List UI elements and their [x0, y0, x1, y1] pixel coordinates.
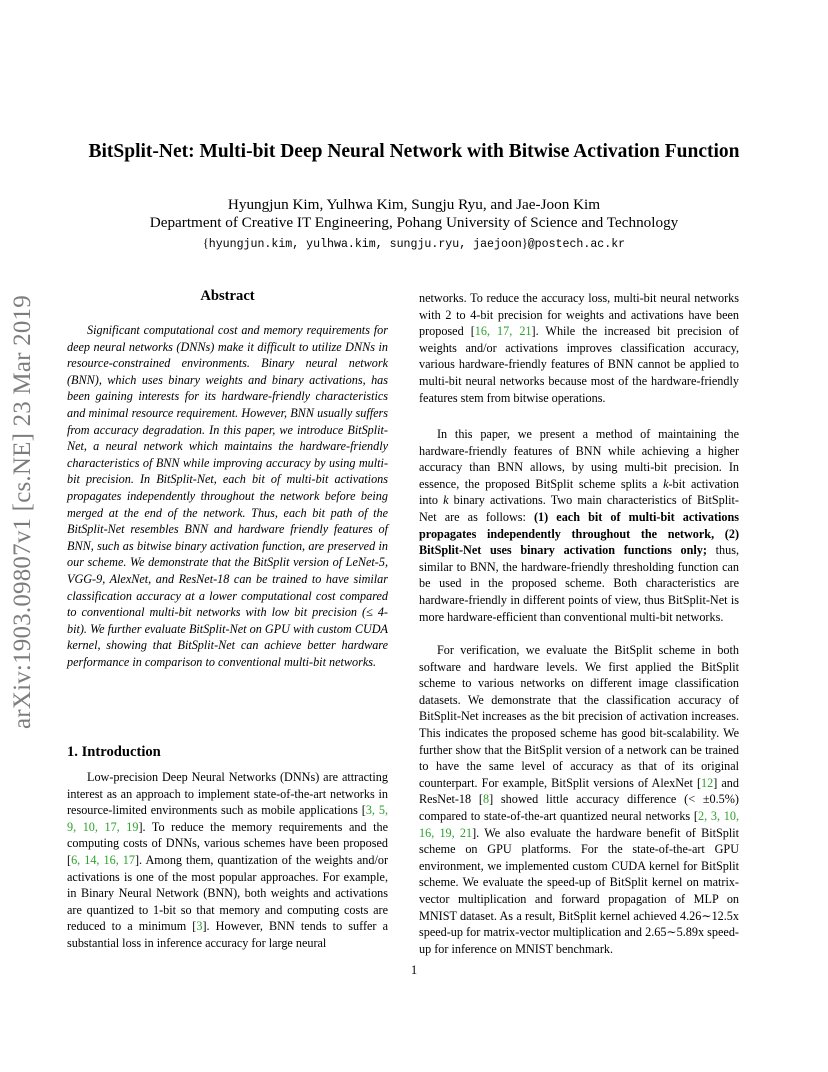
introduction-paragraph-1-continued: [419, 290, 739, 406]
bold-contribution-text: (1) each bit of multi-bit activations propagates independently throughout the network, (2) BitSplit-Net uses binary activation functions only;: [419, 509, 740, 558]
text-span: ]. While the increased bit precision of weights and/or activations improves classification accuracy, various hardware-friendly features of BNN cannot be applied to multi-bit neural networks because most of the hardware-friendly features stem from bitwise operations.: [419, 324, 739, 405]
citation-link[interactable]: 8: [482, 792, 490, 807]
abstract-heading: Abstract: [200, 288, 255, 304]
author-list: Hyungjun Kim, Yulhwa Kim, Sungju Ryu, and Jae-Joon Kim: [227, 196, 601, 213]
citation-link[interactable]: 3, 5, 9, 10, 17, 19: [67, 803, 388, 834]
text-span: ]. However, BNN tends to suffer a substantial loss in inference accuracy for large neural: [67, 919, 388, 950]
email-names: hyungjun.kim, yulhwa.kim, sungju.ryu, jaejoon: [208, 238, 522, 251]
abstract-body: [67, 322, 388, 670]
citation-link[interactable]: 16, 17, 21: [474, 324, 532, 339]
text-span: thus, similar to BNN, the hardware-friendly thresholding function can be used in the proposed scheme. Both characteristics are hardware-friendly in different points of view, thus BitSplit-Net is more hardware-efficient than conventional multi-bit networks.: [419, 543, 739, 624]
text-span: ]. To reduce the memory requirements and the computing costs of DNNs, various schemes have been proposed [: [67, 819, 388, 867]
text-span: Low-precision Deep Neural Networks (DNNs) are attracting interest as an approach to implement state-of-the-art networks in resource-limited environments such as mobile applications [: [67, 770, 388, 818]
text-span: ]. We also evaluate the hardware benefit of BitSplit scheme on GPU platforms. For the state-of-the-art GPU environment, we implemented custom CUDA kernel for BitSplit scheme. We evaluate the speed-up of BitSplit kernel on matrix-vector multiplication and forward propagation of MLP on MNIST dataset. As a result, BitSplit kernel achieved 4.26∼12.5x speed-up for matrix-vector multiplication and 2.65∼5.89x speed-up for inference on MNIST benchmark.: [419, 825, 740, 956]
introduction-paragraph-2: [419, 426, 739, 625]
text-span: ] showed little accuracy difference (< ±0.5%) compared to state-of-the-art quantized neural networks [: [419, 792, 739, 823]
introduction-paragraph-1: [67, 769, 388, 952]
text-span: ] and ResNet-18 [: [419, 775, 739, 807]
affiliation: Department of Creative IT Engineering, Pohang University of Science and Technology: [149, 214, 679, 231]
author-emails: {hyungjun.kim, yulhwa.kim, sungju.ryu, jaejoon}@postech.ac.kr: [202, 236, 626, 251]
arxiv-identifier-stamp: arXiv:1903.09807v1 [cs.NE] 23 Mar 2019: [9, 295, 36, 729]
page-number: 1: [410, 963, 418, 977]
introduction-heading: 1. Introduction: [67, 744, 161, 760]
text-span: For verification, we evaluate the BitSplit scheme in both software and hardware levels. We first applied the BitSplit scheme to various networks on different image classification datasets. We demonstrate that the classification accuracy of BitSplit-Net increases as the bit precision of activation increases. This indicates the proposed scheme has good bit-scalability. We further show that the BitSplit version of a network can be trained to have the same level of accuracy as that of its original counterpart. For example, BitSplit versions of AlexNet [: [419, 643, 739, 790]
abstract-text: Significant computational cost and memory requirements for deep neural networks (DNNs) make it difficult to utilize DNNs in resource-constrained environments. Binary neural network (BNN), which uses binary weights and binary activations, has been gaining interests for its hardware-friendly characteristics and minimal resource requirement. However, BNN usually suffers from accuracy degradation. In this paper, we introduce BitSplit-Net, a neural network which maintains the hardware-friendly characteristics of BNN while improving accuracy by using multi-bit precision. In BitSplit-Net, each bit of multi-bit activations propagates independently throughout the network before being merged at the end of the network. Thus, each bit path of the BitSplit-Net resembles BNN and hardware friendly features of BNN, such as bitwise binary activation function, are preserved in our scheme. We demonstrate that the BitSplit version of LeNet-5, VGG-9, AlexNet, and ResNet-18 can be trained to have similar classification accuracy at a lower computational cost compared to conventional multi-bit networks with low bit precision (≤ 4-bit). We further evaluate BitSplit-Net on GPU with custom CUDA kernel, showing that BitSplit-Net can achieve better hardware performance in comparison to conventional multi-bit networks.: [67, 323, 388, 669]
text-span: binary activations. Two main characteristics of BitSplit-Net are as follows:: [419, 493, 739, 524]
email-domain: @postech.ac.kr: [527, 238, 626, 251]
math-variable: k: [443, 493, 449, 508]
text-span: In this paper, we present a method of maintaining the hardware-friendly features of BNN while achieving a higher accuracy than BNN allows, by using multi-bit precision. In essence, the proposed BitSplit scheme splits a: [419, 427, 739, 491]
citation-link[interactable]: 3: [196, 919, 203, 934]
text-span: networks. To reduce the accuracy loss, multi-bit neural networks with 2 to 4-bit precision for weights and activations have been proposed [: [419, 291, 739, 339]
introduction-paragraph-3: [419, 642, 739, 957]
text-span: ]. Among them, quantization of the weights and/or activations is one of the most popular approaches. For example, in Binary Neural Network (BNN), both weights and activations are quantized to 1-bit so that memory and computing costs are reduced to a minimum [: [67, 852, 388, 934]
paper-title: BitSplit-Net: Multi-bit Deep Neural Network with Bitwise Activation Function: [88, 141, 740, 162]
math-variable: k: [663, 476, 669, 491]
citation-link[interactable]: 6, 14, 16, 17: [71, 852, 135, 867]
text-span: -bit activation into: [419, 476, 739, 508]
citation-link[interactable]: 2, 3, 10, 16, 19, 21: [419, 808, 740, 840]
citation-link[interactable]: 12: [701, 775, 714, 790]
